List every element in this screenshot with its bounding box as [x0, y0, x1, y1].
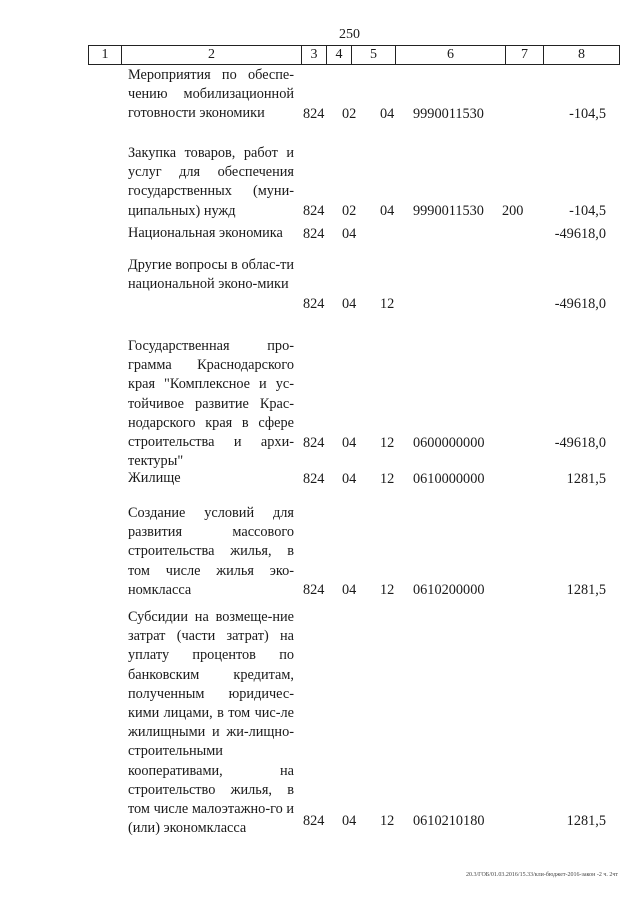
header-col-8: 8: [578, 47, 585, 62]
row-c5: 12: [380, 434, 395, 451]
row-c6: 0600000000: [413, 434, 485, 451]
row-c8: -104,5: [569, 105, 606, 122]
row-c6: 0610200000: [413, 581, 485, 598]
row-name: Мероприятия по обеспе-чению мобилизационной готовности экономики: [128, 67, 294, 122]
row-c6: 0610000000: [413, 470, 485, 487]
row-c5: 12: [380, 470, 395, 487]
row-name: Субсидии на возмеще-ние затрат (части затрат) на уплату процентов по банковским кредитам, полученным юридичес-кими лицами, в том чис-ле жилищными и жи-лищно-строительными кооперативами, на строительство жилья, в том числе малоэтажно-го и (или) экономкласса: [128, 609, 294, 837]
row-c4: 04: [342, 295, 357, 312]
header-col-5: 5: [352, 46, 396, 64]
row-c3: 824: [303, 581, 325, 598]
row-c5: 12: [380, 812, 395, 829]
row-c3: 824: [303, 434, 325, 451]
table-row: [0, 256, 640, 314]
row-c8: 1281,5: [566, 470, 606, 487]
table-header: [88, 45, 620, 65]
row-c8: 1281,5: [566, 581, 606, 598]
table-row: [0, 224, 640, 244]
header-col-3: 3: [302, 46, 327, 64]
table-row: [0, 469, 640, 489]
row-c3: 824: [303, 812, 325, 829]
row-name: Государственная про-грамма Краснодарского края "Комплексное и ус-тойчивое развитие Крас-нодарского края в сфере строительства и архи-тектуры": [128, 338, 294, 470]
header-col-1: 1: [89, 46, 122, 64]
row-c7: 200: [502, 202, 524, 219]
table-row: [0, 608, 640, 837]
table-row: [0, 504, 640, 600]
row-c4: 04: [342, 812, 357, 829]
header-col-4: 4: [327, 46, 352, 64]
row-c6: 9990011530: [413, 202, 484, 219]
footer-reference: 20.3/ГОБ/01.03.2016/15.33/кли-бюджет-2016-закон -2 ч. 2чт: [465, 872, 618, 878]
row-name: Национальная экономика: [128, 225, 283, 241]
row-c3: 824: [303, 470, 325, 487]
table-row: [0, 66, 640, 124]
row-name: Жилище: [128, 470, 181, 486]
row-c6: 0610210180: [413, 812, 485, 829]
row-c5: 04: [380, 202, 395, 219]
row-c8: -49618,0: [554, 434, 606, 451]
row-name: Другие вопросы в облас-ти национальной эконо-мики: [128, 257, 294, 293]
row-c3: 824: [303, 105, 325, 122]
header-col-2: 2: [122, 46, 302, 64]
row-c4: 04: [342, 434, 357, 451]
row-c4: 04: [342, 581, 357, 598]
row-c5: 12: [380, 581, 395, 598]
row-name: Создание условий для развития массового строительства жилья, в том числе жилья эко-номкласса: [128, 505, 294, 598]
row-c8: 1281,5: [566, 812, 606, 829]
table-row: [0, 337, 640, 470]
header-col-7: 7: [506, 46, 544, 64]
row-name: Закупка товаров, работ и услуг для обеспечения государственных (муни-ципальных) нужд: [128, 145, 294, 219]
row-c4: 04: [342, 225, 357, 242]
header-col-6: 6: [396, 46, 506, 64]
row-c8: -104,5: [569, 202, 606, 219]
row-c3: 824: [303, 225, 325, 242]
row-c5: 12: [380, 295, 395, 312]
row-c8: -49618,0: [554, 225, 606, 242]
row-c4: 02: [342, 202, 357, 219]
row-c8: -49618,0: [554, 295, 606, 312]
table-row: [0, 144, 640, 221]
page-number: 250: [339, 27, 360, 42]
row-c5: 04: [380, 105, 395, 122]
row-c4: 04: [342, 470, 357, 487]
row-c3: 824: [303, 295, 325, 312]
row-c6: 9990011530: [413, 105, 484, 122]
row-c4: 02: [342, 105, 357, 122]
row-c3: 824: [303, 202, 325, 219]
